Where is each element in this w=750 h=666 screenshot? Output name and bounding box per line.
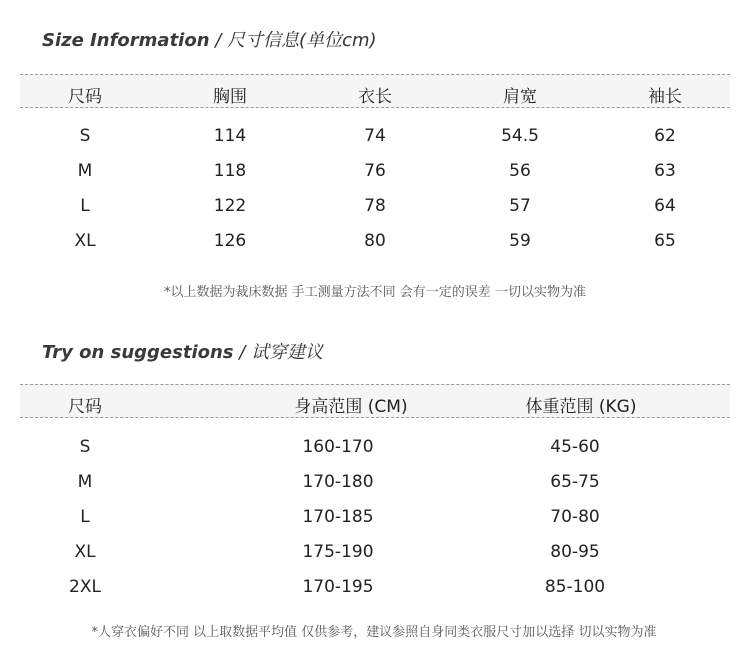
table-cell: 170-185 bbox=[302, 507, 374, 527]
table-cell: 126 bbox=[213, 231, 247, 251]
size-header-cell: 袖长 bbox=[648, 87, 682, 107]
table-cell: M bbox=[77, 472, 93, 492]
table-cell: 118 bbox=[213, 161, 247, 181]
size-header-cell: 衣长 bbox=[358, 87, 392, 107]
table-cell: 70-80 bbox=[550, 507, 600, 527]
table-cell: 76 bbox=[364, 161, 386, 181]
table-cell: 64 bbox=[654, 196, 676, 216]
try-on-header bbox=[20, 384, 730, 418]
try-on-title bbox=[42, 338, 323, 364]
table-cell: 170-195 bbox=[302, 577, 374, 597]
size-header-cell: 胸围 bbox=[213, 87, 247, 107]
table-cell: 45-60 bbox=[550, 437, 600, 457]
table-cell: 122 bbox=[213, 196, 247, 216]
table-cell: 78 bbox=[364, 196, 386, 216]
try-on-title-cn: 试穿建议 bbox=[251, 342, 324, 363]
table-cell: 175-190 bbox=[302, 542, 374, 562]
table-cell: 63 bbox=[654, 161, 676, 181]
try-header-cell: 尺码 bbox=[68, 397, 102, 417]
table-cell: 114 bbox=[213, 126, 247, 146]
table-cell: 160-170 bbox=[302, 437, 374, 457]
table-cell: 65-75 bbox=[550, 472, 600, 492]
table-cell: L bbox=[80, 196, 90, 216]
try-header-cell: 体重范围 (KG) bbox=[525, 397, 637, 417]
table-cell: 56 bbox=[509, 161, 531, 181]
table-cell: 85-100 bbox=[544, 577, 606, 597]
size-info-title bbox=[42, 26, 377, 52]
table-cell: 59 bbox=[509, 231, 531, 251]
try-on-note: *人穿衣偏好不同 以上取数据平均值 仅供参考，建议参照自身同类衣服尺寸加以选择 切以实物为准 bbox=[91, 625, 657, 640]
table-cell: 65 bbox=[654, 231, 676, 251]
table-cell: 54.5 bbox=[501, 126, 539, 146]
try-header-cell: 身高范围 (CM) bbox=[294, 397, 408, 417]
table-cell: 80-95 bbox=[550, 542, 600, 562]
table-cell: M bbox=[77, 161, 93, 181]
table-cell: 57 bbox=[509, 196, 531, 216]
table-cell: XL bbox=[74, 231, 96, 251]
table-cell: 170-180 bbox=[302, 472, 374, 492]
size-header-cell: 尺码 bbox=[68, 87, 102, 107]
table-cell: L bbox=[80, 507, 90, 527]
table-cell: S bbox=[79, 437, 91, 457]
table-cell: 74 bbox=[364, 126, 386, 146]
size-header-cell: 肩宽 bbox=[503, 87, 537, 107]
size-info-header bbox=[20, 74, 730, 108]
try-on-title-en: Try on suggestions bbox=[42, 342, 234, 363]
table-cell: 62 bbox=[654, 126, 676, 146]
table-cell: 2XL bbox=[69, 577, 101, 597]
table-cell: XL bbox=[74, 542, 96, 562]
size-info-title-cn: 尺寸信息(单位cm) bbox=[227, 30, 377, 51]
table-cell: 80 bbox=[364, 231, 386, 251]
try-on-title-sep: / bbox=[233, 342, 252, 363]
table-cell: S bbox=[79, 126, 91, 146]
size-info-title-sep: / bbox=[209, 30, 228, 51]
size-info-title-en: Size Information bbox=[42, 30, 210, 51]
size-info-note: *以上数据为裁床数据 手工测量方法不同 会有一定的误差 一切以实物为准 bbox=[164, 285, 586, 300]
